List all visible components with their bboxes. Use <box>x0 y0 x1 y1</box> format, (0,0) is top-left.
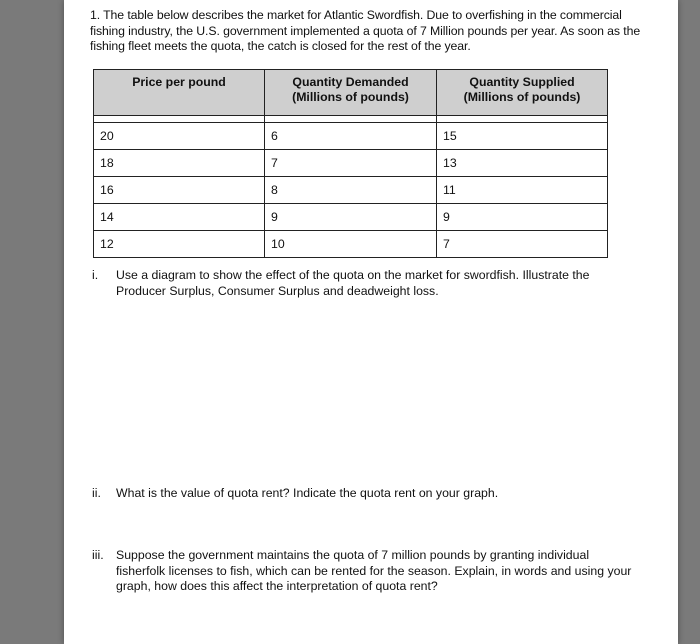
subquestion-iii <box>92 548 632 595</box>
cell-price: 20 <box>94 123 265 150</box>
cell-price: 16 <box>94 177 265 204</box>
cell-supplied: 11 <box>437 177 608 204</box>
subquestion-text: Use a diagram to show the effect of the quota on the market for swordfish. Illustrate the Producer Surplus, Consumer Surplus and deadweight loss. <box>116 268 590 298</box>
cell-supplied: 9 <box>437 204 608 231</box>
cell-price: 14 <box>94 204 265 231</box>
cell-demanded: 9 <box>265 204 437 231</box>
question-1-text: 1. The table below describes the market for Atlantic Swordfish. Due to overfishing in the commercial fishing industry, the U.S. government implemented a quota of 7 Million pounds per year. As soon as the fishing fleet meets the quota, the catch is closed for the rest of the year. <box>90 8 641 53</box>
cell-supplied: 7 <box>437 231 608 258</box>
table-row <box>94 204 608 231</box>
table-row <box>94 177 608 204</box>
cell-demanded: 6 <box>265 123 437 150</box>
subquestion-ii <box>92 486 632 502</box>
cell-demanded: 10 <box>265 231 437 258</box>
market-table <box>93 69 608 258</box>
cell-price: 18 <box>94 150 265 177</box>
subquestion-i <box>92 268 632 299</box>
header-quantity-demanded: Quantity Demanded (Millions of pounds) <box>265 70 437 116</box>
document-page <box>64 0 678 644</box>
table-row <box>94 123 608 150</box>
table-spacer-row <box>94 116 608 123</box>
cell-supplied: 15 <box>437 123 608 150</box>
header-price: Price per pound <box>94 70 265 116</box>
table-row <box>94 150 608 177</box>
subquestion-number: iii. <box>92 548 104 562</box>
subquestion-number: i. <box>92 268 99 282</box>
cell-demanded: 7 <box>265 150 437 177</box>
cell-supplied: 13 <box>437 150 608 177</box>
table-row <box>94 231 608 258</box>
subquestion-number: ii. <box>92 486 101 500</box>
table-header-row <box>94 70 608 116</box>
cell-demanded: 8 <box>265 177 437 204</box>
subquestion-text: Suppose the government maintains the quota of 7 million pounds by granting individual fisherfolk licenses to fish, which can be rented for the season. Explain, in words and using your graph, how does this affect the interpretation of quota rent? <box>116 548 632 593</box>
header-quantity-supplied: Quantity Supplied (Millions of pounds) <box>437 70 608 116</box>
subquestion-text: What is the value of quota rent? Indicate the quota rent on your graph. <box>116 486 499 500</box>
cell-price: 12 <box>94 231 265 258</box>
